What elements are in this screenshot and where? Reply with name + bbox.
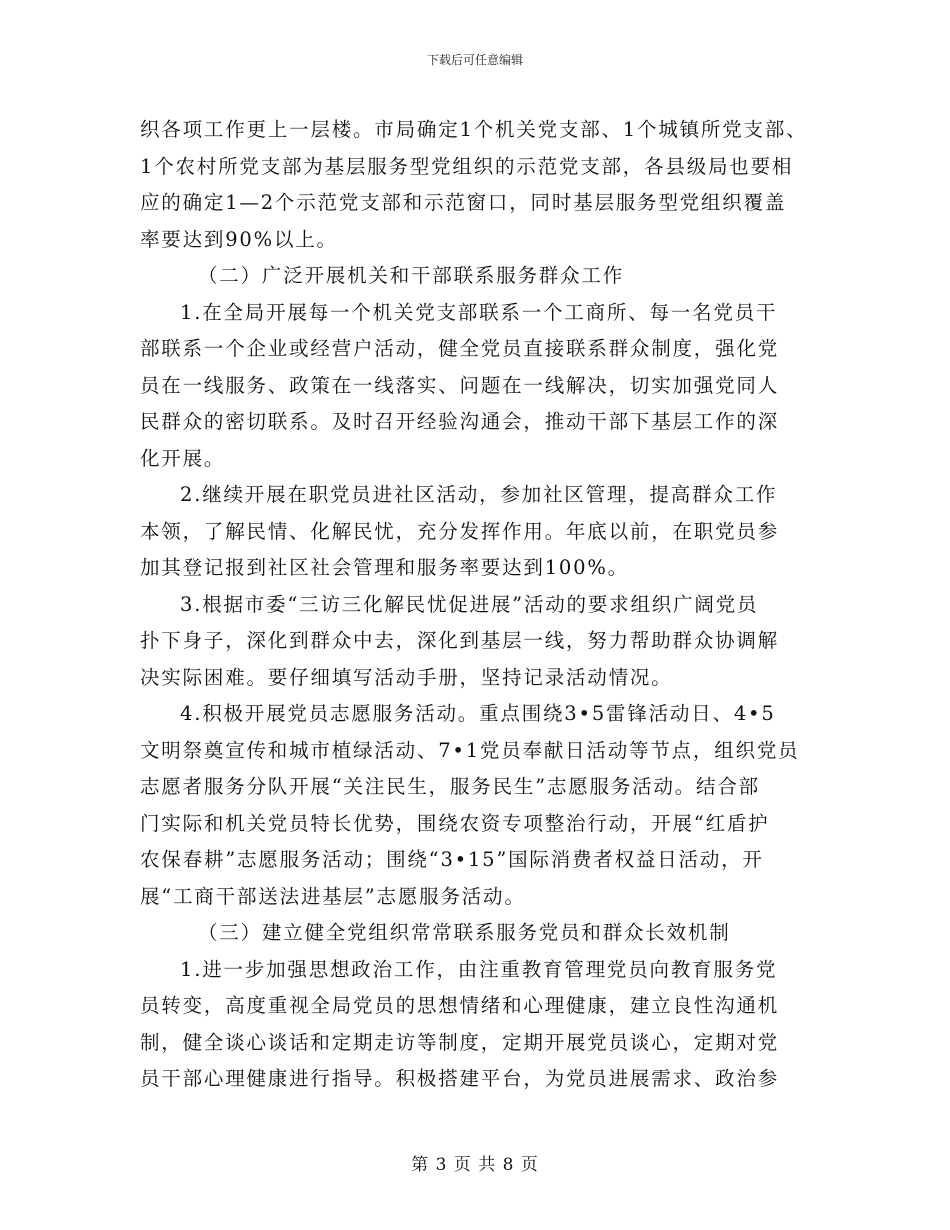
page-header-note: 下载后可任意编辑 [426,53,523,67]
text-line: 1个农村所党支部为基层服务型党组织的示范党支部，各县级局也要相 [140,154,794,178]
text-line: 1.进一步加强思想政治工作，由注重教育管理党员向教育服务党 [180,957,778,981]
text-line: 扑下身子，深化到群众中去，深化到基层一线，努力帮助群众协调解 [140,629,780,652]
text-line: 织各项工作更上一层楼。市局确定1个机关党支部、1个城镇所党支部、 [140,118,808,141]
text-line: 民群众的密切联系。及时召开经验沟通会，推动干部下基层工作的深 [140,410,780,433]
text-line: 加其登记报到社区社会管理和服务率要达到100%。 [140,556,629,579]
text-line: 3.根据市委“三访三化解民忧促进展”活动的要求组织广阔党员 [180,592,759,616]
document-body [140,112,820,1098]
section-heading: （二）广泛开展机关和干部联系服务群众工作 [198,264,625,287]
text-line: 本领，了解民情、化解民忧，充分发挥作用。年底以前，在职党员参 [140,519,780,543]
text-line: 员转变，高度重视全局党员的思想情绪和心理健康，建立良性沟通机 [140,994,780,1017]
text-line: 4.积极开展党员志愿服务活动。重点围绕3•5雷锋活动日、4•5 [180,702,776,725]
text-line: 率要达到90%以上。 [140,227,338,251]
text-line: 员在一线服务、政策在一线落实、问题在一线解决，切实加强党同人 [140,373,780,397]
text-line: 决实际困难。要仔细填写活动手册，坚持记录活动情况。 [140,665,673,689]
text-line: 志愿者服务分队开展“关注民生，服务民生”志愿服务活动。结合部 [140,775,760,798]
text-line: 门实际和机关党员特长优势，围绕农资专项整治行动，开展“红盾护 [140,811,770,835]
section-heading: （三）建立健全党组织常常联系服务党员和群众长效机制 [198,921,731,944]
text-line: 制，健全谈心谈话和定期走访等制度，定期开展党员谈心，定期对党 [140,1030,780,1054]
text-line: 部联系一个企业或经营户活动，健全党员直接联系群众制度，强化党 [140,337,780,360]
text-line: 1.在全局开展每一个机关党支部联系一个工商所、每一名党员干 [180,300,778,324]
text-line: 文明祭奠宣传和城市植绿活动、7•1党员奉献日活动等节点，组织党员 [140,738,800,762]
text-line: 农保春耕”志愿服务活动；围绕“3•15”国际消费者权益日活动，开 [140,848,764,871]
page-number: 第 3 页 共 8 页 [411,1155,539,1175]
text-line: 化开展。 [140,446,226,470]
text-line: 2.继续开展在职党员进社区活动，参加社区管理，提高群众工作 [180,483,778,506]
text-line: 展“工商干部送法进基层”志愿服务活动。 [140,884,526,908]
text-line: 员干部心理健康进行指导。积极搭建平台，为党员进展需求、政治参 [140,1067,780,1090]
text-line: 应的确定1—2个示范党支部和示范窗口，同时基层服务型党组织覆盖 [140,191,787,214]
